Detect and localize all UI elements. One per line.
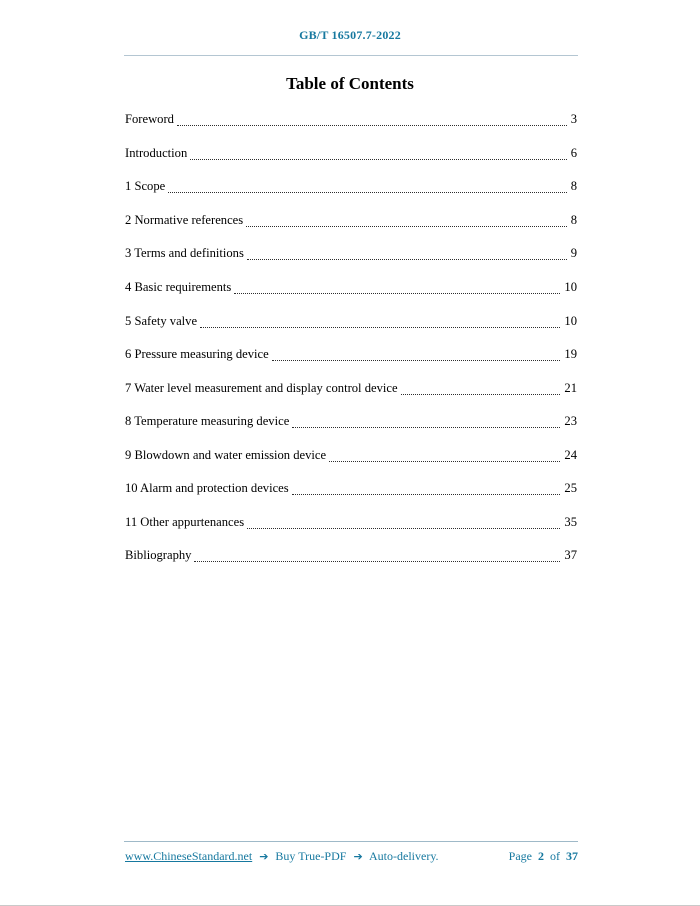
page-title: Table of Contents bbox=[286, 74, 414, 93]
toc-entry[interactable] bbox=[125, 338, 577, 372]
toc-entry-label: Introduction bbox=[125, 145, 188, 160]
toc-leader-dots bbox=[329, 455, 560, 462]
toc-entry-label: 8 Temperature measuring device bbox=[125, 414, 290, 429]
toc-leader-dots bbox=[190, 153, 566, 160]
toc-entry[interactable] bbox=[125, 103, 577, 137]
toc-entry[interactable] bbox=[125, 137, 577, 171]
toc-leader-dots bbox=[292, 488, 561, 495]
header-divider bbox=[124, 55, 578, 56]
doc-number-header: GB/T 16507.7-2022 bbox=[299, 28, 401, 42]
toc-leader-dots bbox=[272, 354, 561, 361]
of-word: of bbox=[550, 849, 560, 863]
toc-entry[interactable] bbox=[125, 304, 577, 338]
footer-buy-text: Buy True-PDF bbox=[275, 849, 347, 863]
toc-entry[interactable] bbox=[125, 204, 577, 238]
toc-entry-label: 7 Water level measurement and display control device bbox=[125, 380, 398, 395]
page-word: Page bbox=[508, 849, 532, 863]
toc-entry-page: 23 bbox=[564, 414, 577, 429]
toc-leader-dots bbox=[247, 522, 560, 529]
toc-leader-dots bbox=[200, 321, 560, 328]
toc-leader-dots bbox=[292, 421, 560, 428]
toc-leader-dots bbox=[168, 186, 566, 193]
toc-entry-page: 8 bbox=[570, 179, 577, 194]
toc-entry-label: 1 Scope bbox=[125, 179, 166, 194]
toc-entry[interactable] bbox=[125, 237, 577, 271]
toc-entry[interactable] bbox=[125, 271, 577, 305]
toc-entry-label: 11 Other appurtenances bbox=[125, 514, 245, 529]
toc-entry-page: 35 bbox=[564, 514, 577, 529]
toc-entry-label: 10 Alarm and protection devices bbox=[125, 481, 289, 496]
toc-entry-page: 19 bbox=[564, 347, 577, 362]
footer-website-link[interactable]: www.ChineseStandard.net bbox=[125, 849, 253, 863]
toc-entry-page: 25 bbox=[564, 481, 577, 496]
toc-entry-label: 9 Blowdown and water emission device bbox=[125, 447, 327, 462]
page-indicator bbox=[506, 849, 578, 864]
toc-leader-dots bbox=[177, 119, 567, 126]
toc-entry-label: 2 Normative references bbox=[125, 212, 244, 227]
toc-entry-label: 5 Safety valve bbox=[125, 313, 198, 328]
toc-entry-page: 24 bbox=[564, 447, 577, 462]
toc-entry[interactable] bbox=[125, 506, 577, 540]
toc-entry[interactable] bbox=[125, 371, 577, 405]
table-of-contents bbox=[125, 103, 577, 573]
toc-entry[interactable] bbox=[125, 539, 577, 573]
toc-entry-page: 9 bbox=[570, 246, 577, 261]
arrow-right-icon: ➔ bbox=[259, 850, 269, 863]
toc-entry[interactable] bbox=[125, 438, 577, 472]
arrow-right-icon: ➔ bbox=[353, 850, 363, 863]
toc-entry[interactable] bbox=[125, 472, 577, 506]
toc-leader-dots bbox=[234, 287, 560, 294]
toc-entry-label: Bibliography bbox=[125, 548, 192, 563]
toc-entry-label: 6 Pressure measuring device bbox=[125, 347, 269, 362]
toc-entry-page: 10 bbox=[564, 313, 577, 328]
toc-entry-page: 37 bbox=[564, 548, 577, 563]
toc-leader-dots bbox=[194, 555, 560, 562]
toc-entry-page: 6 bbox=[570, 145, 577, 160]
toc-entry-page: 3 bbox=[570, 112, 577, 127]
toc-entry-page: 10 bbox=[564, 280, 577, 294]
toc-entry[interactable] bbox=[125, 405, 577, 439]
toc-entry[interactable] bbox=[125, 170, 577, 204]
toc-leader-dots bbox=[246, 220, 567, 227]
toc-leader-dots bbox=[401, 388, 561, 395]
toc-entry-label: Foreword bbox=[125, 112, 174, 127]
page-footer bbox=[125, 849, 578, 864]
toc-entry-page: 21 bbox=[564, 380, 577, 395]
toc-entry-page: 8 bbox=[570, 212, 577, 227]
footer-promo bbox=[125, 849, 439, 864]
toc-entry-label: 3 Terms and definitions bbox=[125, 246, 244, 261]
footer-delivery-text: Auto-delivery. bbox=[369, 849, 439, 863]
footer-divider bbox=[124, 841, 578, 842]
current-page-number: 2 bbox=[538, 849, 544, 863]
total-page-number: 37 bbox=[566, 849, 578, 863]
toc-entry-label: 4 Basic requirements bbox=[125, 280, 232, 294]
toc-leader-dots bbox=[247, 253, 567, 260]
